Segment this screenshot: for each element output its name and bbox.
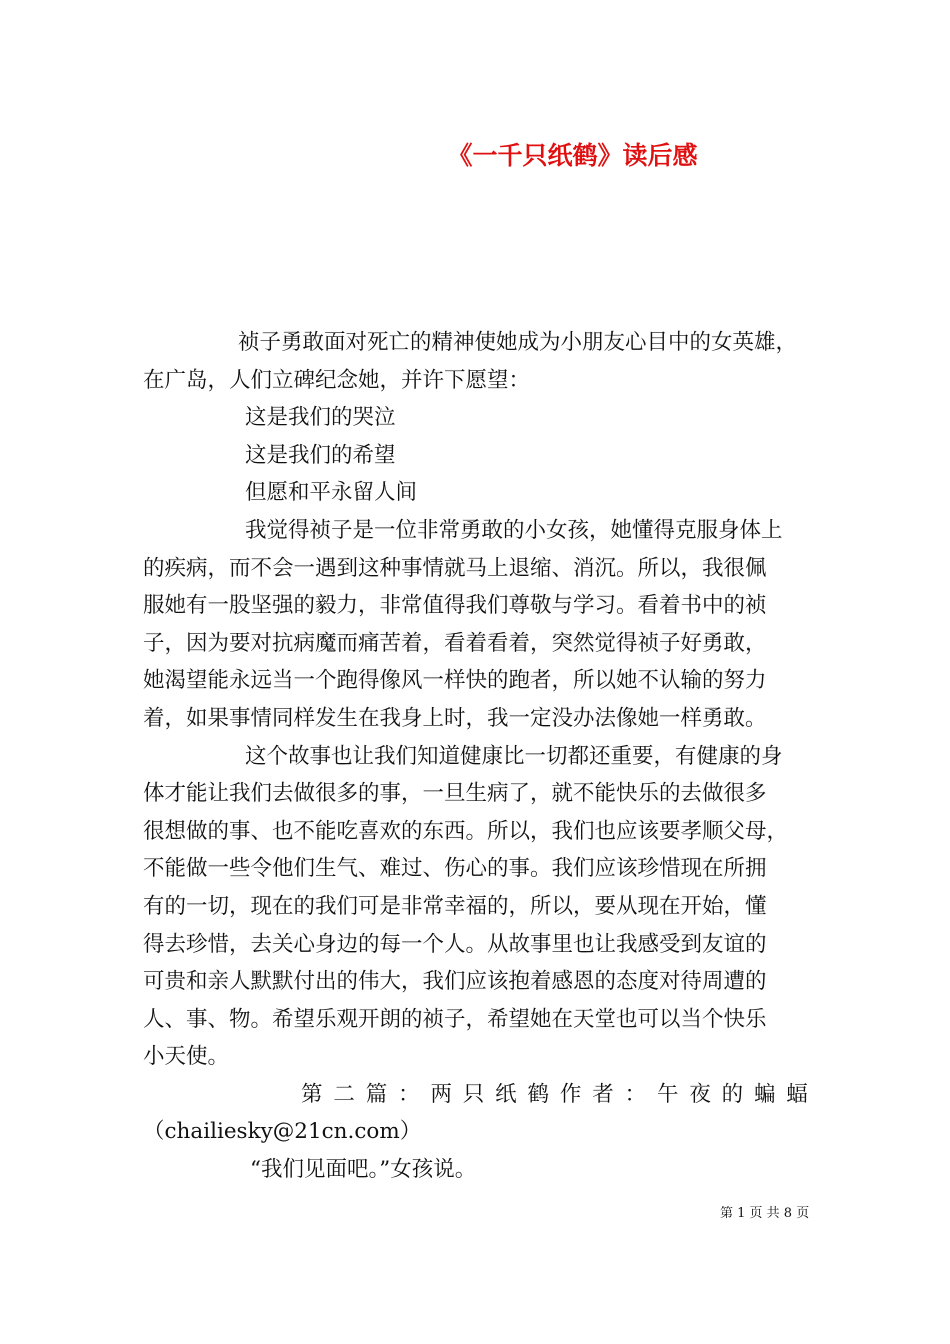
paragraph-line: 在广岛，人们立碑纪念她，并许下愿望： bbox=[143, 367, 531, 393]
heading-char: 第 bbox=[301, 1081, 323, 1107]
paragraph-line: 祯子勇敢面对死亡的精神使她成为小朋友心目中的女英雄， bbox=[238, 330, 798, 355]
heading-char: 只 bbox=[462, 1081, 485, 1107]
heading-char: 篇 bbox=[365, 1081, 388, 1107]
paragraph-line: 着，如果事情同样发生在我身上时，我一定没办法像她一样勇敢。 bbox=[143, 705, 767, 731]
paragraph-line: 得去珍惜，去关心身边的每一个人。从故事里也让我感受到友谊的 bbox=[143, 931, 767, 957]
paragraph-line: 小天使。 bbox=[143, 1044, 230, 1070]
paragraph-line: 人、事、物。希望乐观开朗的祯子，希望她在天堂也可以当个快乐 bbox=[143, 1006, 767, 1032]
author-email: （chailiesky@21cn.com） bbox=[143, 1119, 422, 1145]
heading-char: 两 bbox=[430, 1081, 452, 1107]
heading-char: 作 bbox=[559, 1081, 582, 1107]
heading-char: 鹤 bbox=[527, 1081, 550, 1107]
paragraph-line: 子，因为要对抗病魔而痛苦着，看着看着，突然觉得祯子好勇敢， bbox=[143, 630, 767, 656]
heading-char: 的 bbox=[721, 1081, 744, 1107]
paragraph-line: 很想做的事、也不能吃喜欢的东西。所以，我们也应该要孝顺父母， bbox=[143, 818, 789, 844]
body-text-top bbox=[143, 324, 808, 1189]
heading-char: 午 bbox=[656, 1081, 679, 1107]
section-heading bbox=[143, 1076, 808, 1114]
paragraph-line: 体才能让我们去做很多的事，一旦生病了，就不能快乐的去做很多 bbox=[143, 781, 767, 807]
poem-line: 这是我们的希望 bbox=[245, 442, 396, 468]
heading-char: ： bbox=[398, 1081, 420, 1107]
paragraph-line: 服她有一股坚强的毅力，非常值得我们尊敬与学习。看着书中的祯 bbox=[143, 593, 767, 619]
heading-char: 二 bbox=[333, 1081, 355, 1107]
poem-line: 但愿和平永留人间 bbox=[245, 480, 418, 506]
heading-char: 蝙 bbox=[754, 1081, 776, 1107]
paragraph-line: 有的一切，现在的我们可是非常幸福的，所以，要从现在开始，懂 bbox=[143, 893, 767, 919]
page-footer: 第 1 页 共 8 页 bbox=[720, 1206, 810, 1221]
quote-line: “我们见面吧。”女孩说。 bbox=[250, 1157, 477, 1183]
heading-char: 纸 bbox=[495, 1081, 517, 1107]
paragraph-line: 我觉得祯子是一位非常勇敢的小女孩，她懂得克服身体上 bbox=[245, 517, 783, 543]
heading-char: 者 bbox=[592, 1081, 614, 1107]
poem-line: 这是我们的哭泣 bbox=[245, 405, 396, 431]
paragraph-line: 她渴望能永远当一个跑得像风一样快的跑者，所以她不认输的努力 bbox=[143, 668, 767, 694]
paragraph-line: 不能做一些令他们生气、难过、伤心的事。我们应该珍惜现在所拥 bbox=[143, 856, 767, 882]
document-title: 《一千只纸鹤》读后感 bbox=[447, 141, 698, 170]
paragraph-line: 这个故事也让我们知道健康比一切都还重要，有健康的身 bbox=[245, 743, 783, 769]
paragraph-line: 可贵和亲人默默付出的伟大，我们应该抱着感恩的态度对待周遭的 bbox=[143, 969, 767, 995]
heading-char: ： bbox=[624, 1081, 647, 1107]
heading-char: 夜 bbox=[689, 1081, 711, 1107]
paragraph-line: 的疾病，而不会一遇到这种事情就马上退缩、消沉。所以，我很佩 bbox=[143, 555, 767, 581]
heading-char: 蝠 bbox=[786, 1081, 808, 1107]
